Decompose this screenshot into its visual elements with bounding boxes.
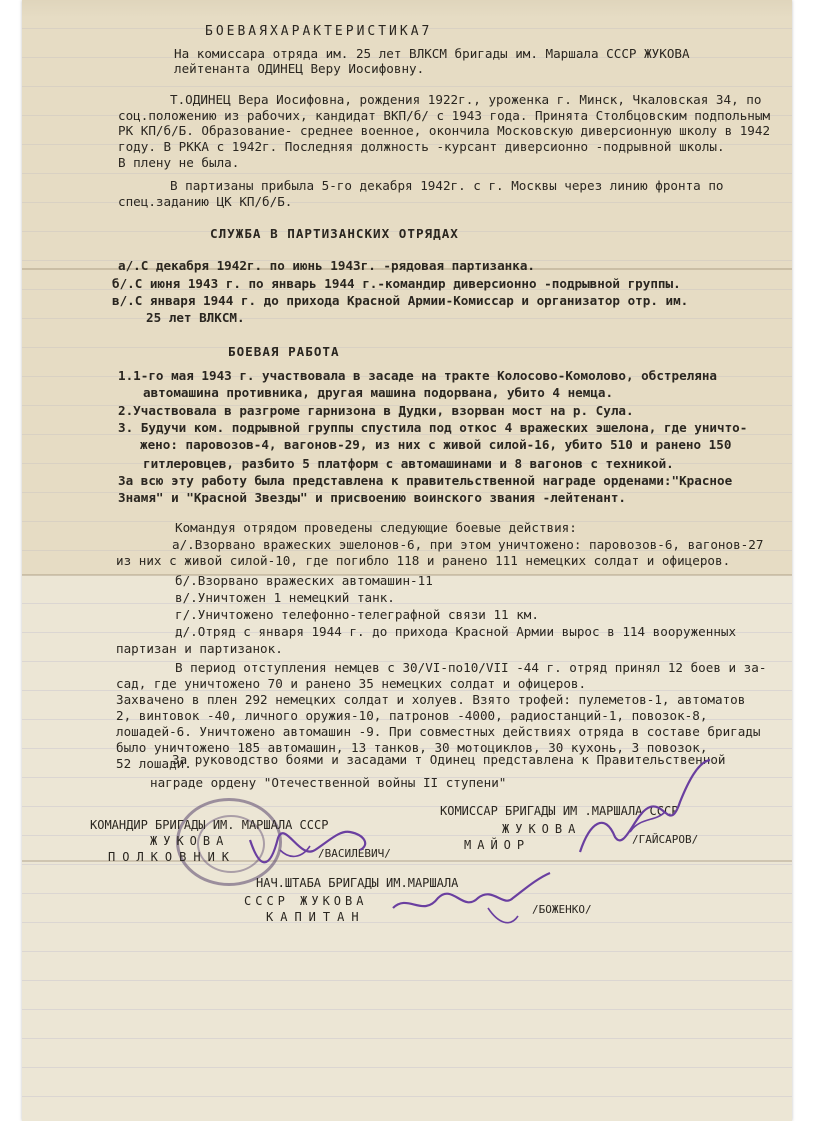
commander-name-line: ЖУКОВА bbox=[150, 834, 230, 848]
combat-item: Знамя" и "Красной Звезды" и присвоению воинского звания -лейтенант. bbox=[118, 490, 626, 505]
award-line: награде ордену "Отечественной войны II ступени" bbox=[150, 775, 507, 790]
commander-surname: /ВАСИЛЕВИЧ/ bbox=[318, 847, 391, 860]
service-item: а/.С декабря 1942г. по июнь 1943г. -рядовая партизанка. bbox=[118, 258, 536, 273]
service-item: 25 лет ВЛКСМ. bbox=[146, 310, 245, 325]
detachment-intro: Командуя отрядом проведены следующие боевые действия: bbox=[175, 520, 577, 535]
detachment-item: а/.Взорвано вражеских эшелонов-6, при этом уничтожено: паровозов-6, вагонов-27 bbox=[172, 537, 764, 552]
commander-rank: ПОЛКОВНИК bbox=[108, 850, 237, 864]
chief-of-staff-title: НАЧ.ШТАБА БРИГАДЫ ИМ.МАРШАЛА bbox=[256, 876, 459, 890]
intro-line: Т.ОДИНЕЦ Вера Иосифовна, рождения 1922г., уроженка г. Минск, Чкаловская 34, по bbox=[170, 92, 762, 107]
detachment-item: г/.Уничтожено телефонно-телеграфной связи 11 км. bbox=[175, 607, 539, 622]
intro-line: РК КП/б/Б. Образование- среднее военное, окончила Московскую диверсионную школу в 1942 bbox=[118, 123, 771, 138]
intro-line: спец.заданию ЦК КП/б/Б. bbox=[118, 194, 293, 209]
detachment-item: партизан и партизанок. bbox=[116, 641, 283, 656]
combat-item: 1.1-го мая 1943 г. участвовала в засаде на тракте Колосово-Комолово, обстреляна bbox=[118, 368, 717, 383]
detachment-item: б/.Взорвано вражеских автомашин-11 bbox=[175, 573, 433, 588]
intro-line: соц.положению из рабочих, кандидат ВКП/б/ с 1943 года. Принята Столбцовским подпольным bbox=[118, 108, 771, 123]
header-line: лейтенанта ОДИНЕЦ Веру Иосифовну. bbox=[174, 61, 425, 76]
detachment-item: из них с живой силой-10, где погибло 118 и ранено 111 немецких солдат и офицеров. bbox=[116, 553, 731, 568]
combat-item: 3. Будучи ком. подрывной группы спустила под откос 4 вражеских эшелона, где уничто- bbox=[118, 420, 748, 435]
chief-of-staff-rank: КАПИТАН bbox=[266, 910, 366, 924]
commissar-signature-icon bbox=[570, 752, 720, 862]
service-item: в/.С января 1944 г. до прихода Красной Армии-Комиссар и организатор отр. им. bbox=[112, 293, 689, 308]
combat-item: 2.Участвовала в разгроме гарнизона в Дудки, взорван мост на р. Сула. bbox=[118, 403, 634, 418]
chief-of-staff-name-line: СССР ЖУКОВА bbox=[244, 894, 368, 908]
combat-item: жено: паровозов-4, вагонов-29, из них с живой силой-16, убито 510 и ранено 150 bbox=[140, 437, 732, 452]
commissar-rank: МАЙОР bbox=[464, 838, 531, 852]
detachment-item: в/.Уничтожен 1 немецкий танк. bbox=[175, 590, 395, 605]
commissar-title: КОМИССАР БРИГАДЫ ИМ .МАРШАЛА СССР bbox=[440, 804, 679, 818]
commander-signature-icon bbox=[230, 810, 380, 880]
combat-heading: БОЕВАЯ РАБОТА bbox=[228, 344, 340, 359]
award-line: За руководство боями и засадами т Одинец представлена к Правительственной bbox=[172, 752, 726, 767]
commander-title: КОМАНДИР БРИГАДЫ ИМ. МАРШАЛА СССР bbox=[90, 818, 329, 832]
retreat-line: сад, где уничтожено 70 и ранено 35 немецких солдат и офицеров. bbox=[116, 676, 587, 691]
retreat-line: Захвачено в плен 292 немецких солдат и холуев. Взято трофей: пулеметов-1, автоматов bbox=[116, 692, 746, 707]
intro-line: В партизаны прибыла 5-го декабря 1942г. с г. Москвы через линию фронта по bbox=[170, 178, 724, 193]
retreat-line: 2, винтовок -40, личного оружия-10, патронов -4000, радиостанций-1, повозок-8, bbox=[116, 708, 708, 723]
combat-item: автомашина противника, другая машина подорвана, убито 4 немца. bbox=[143, 385, 614, 400]
document-title: БОЕВАЯХАРАКТЕРИСТИКА7 bbox=[205, 24, 433, 39]
header-line: На комиссара отряда им. 25 лет ВЛКСМ бригады им. Маршала СССР ЖУКОВА bbox=[174, 46, 690, 61]
intro-line: В плену не была. bbox=[118, 155, 240, 170]
retreat-line: лошадей-6. Уничтожено автомашин -9. При совместных действиях отряда в составе бригады bbox=[116, 724, 761, 739]
retreat-line: В период отступления немцев с 30/VI-по10/VII -44 г. отряд принял 12 боев и за- bbox=[175, 660, 767, 675]
chief-of-staff-surname: /БОЖЕНКО/ bbox=[532, 903, 592, 916]
commissar-name-line: ЖУКОВА bbox=[502, 822, 582, 836]
commissar-surname: /ГАЙСАРОВ/ bbox=[632, 833, 699, 846]
intro-line: году. В РККА с 1942г. Последняя должность -курсант диверсионно -подрывной школы. bbox=[118, 139, 725, 154]
combat-item: За всю эту работу была представлена к правительственной награде орденами:"Красное bbox=[118, 473, 733, 488]
service-item: б/.С июня 1943 г. по январь 1944 г.-командир диверсионно -подрывной группы. bbox=[112, 276, 681, 291]
retreat-line: 52 лошади. bbox=[116, 756, 192, 771]
combat-item: гитлеровцев, разбито 5 платформ с автомашинами и 8 вагонов с техникой. bbox=[143, 456, 674, 471]
chief-of-staff-signature-icon bbox=[388, 868, 558, 938]
service-heading: СЛУЖБА В ПАРТИЗАНСКИХ ОТРЯДАХ bbox=[210, 226, 459, 241]
detachment-item: д/.Отряд с января 1944 г. до прихода Красной Армии вырос в 114 вооруженных bbox=[175, 624, 737, 639]
retreat-line: было уничтожено 185 автомашин, 13 танков, 30 мотоциклов, 30 кухонь, 3 повозок, bbox=[116, 740, 708, 755]
